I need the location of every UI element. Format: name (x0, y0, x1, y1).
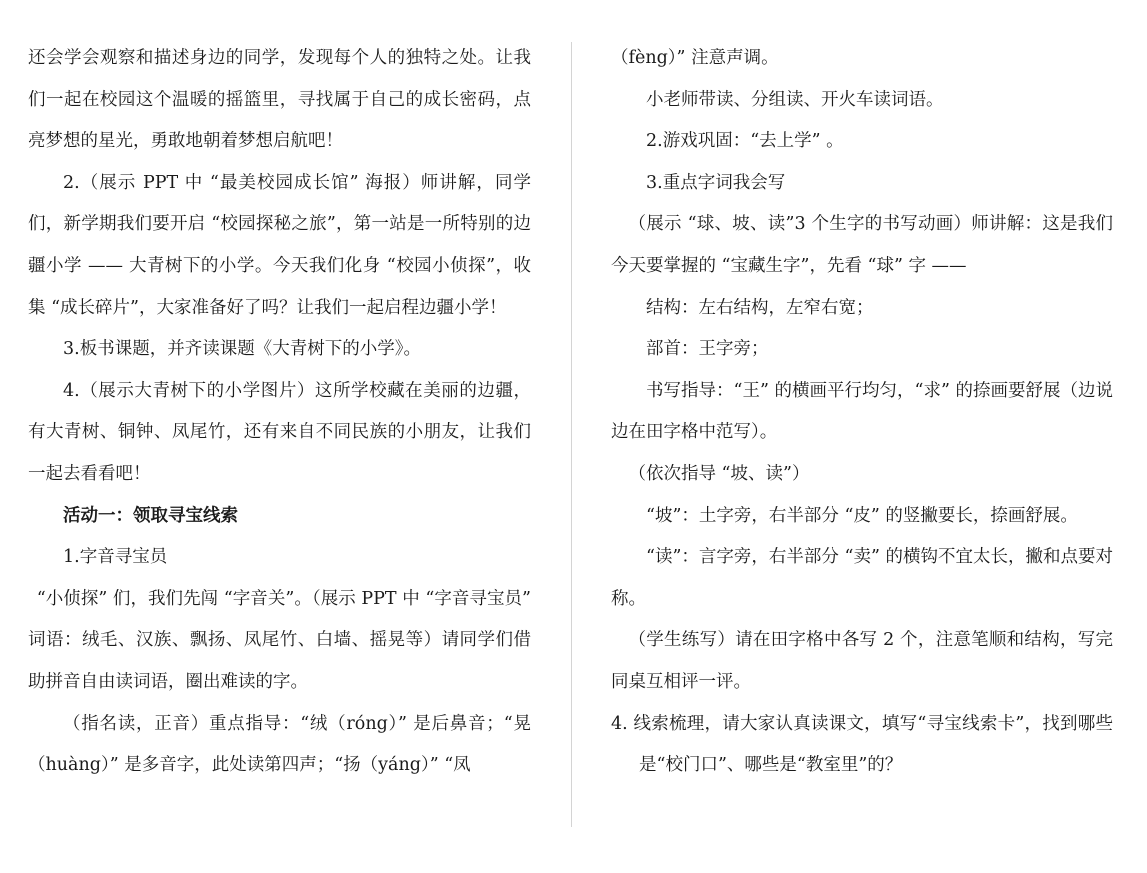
paragraph: 结构：左右结构，左窄右宽； (646, 297, 874, 318)
section-heading: 活动一：领取寻宝线索 (63, 505, 238, 526)
right-column (611, 38, 1113, 787)
paragraph: 部首：王字旁； (646, 339, 769, 360)
paragraph: 2.游戏巩固：“去上学” 。 (646, 131, 844, 152)
paragraph: 4.（展示大青树下的小学图片）这所学校藏在美丽的边疆，有大青树、铜钟、凤尾竹，还有来自不同民族的小朋友，让我们一起去看看吧！ (28, 380, 531, 484)
paragraph: 书写指导：“王” 的横画平行均匀，“求” 的捺画要舒展（边说边在田字格中范写）。 (611, 380, 1113, 443)
paragraph: （展示 “球、坡、读”3 个生字的书写动画）师讲解：这是我们今天要掌握的 “宝藏生字”，先看 “球” 字 —— (611, 214, 1113, 276)
paragraph: 还会学会观察和描述身边的同学，发现每个人的独特之处。让我们一起在校园这个温暖的摇篮里，寻找属于自己的成长密码，点亮梦想的星光，勇敢地朝着梦想启航吧！ (28, 48, 531, 152)
paragraph: 3.板书课题，并齐读课题《大青树下的小学》。 (63, 339, 421, 360)
paragraph: “读”：言字旁，右半部分 “卖” 的横钩不宜太长，撇和点要对称。 (611, 547, 1113, 609)
paragraph: 小老师带读、分组读、开火车读词语。 (646, 89, 944, 110)
paragraph: 4. 线索梳理，请大家认真读课文，填写“寻宝线索卡”，找到哪些是“校门口”、哪些是“教室里”的？ (611, 713, 1113, 776)
paragraph: （fèng）” 注意声调。 (611, 48, 779, 68)
paragraph: 2.（展示 PPT 中 “最美校园成长馆” 海报）师讲解，同学们，新学期我们要开启 “校园探秘之旅”，第一站是一所特别的边疆小学 —— 大青树下的小学。今天我们化身 “校园小侦探”，收集 “成长碎片”，大家准备好了吗？让我们一起启程边疆小学！ (28, 172, 531, 318)
paragraph: 1.字音寻宝员 (63, 547, 168, 568)
left-column (28, 38, 531, 787)
paragraph: “坡”：土字旁，右半部分 “皮” 的竖撇要长，捺画舒展。 (646, 505, 1078, 526)
column-divider (571, 42, 572, 827)
paragraph: （指名读，正音）重点指导：“绒（róng）” 是后鼻音；“晃（huàng）” 是多音字，此处读第四声；“扬（yáng）” “凤 (28, 713, 531, 776)
paragraph: 3.重点字词我会写 (646, 172, 786, 193)
paragraph: “小侦探” 们，我们先闯 “字音关”。（展示 PPT 中 “字音寻宝员” 词语：绒毛、汉族、飘扬、凤尾竹、白墙、摇晃等）请同学们借助拼音自由读词语，圈出难读的字。 (28, 588, 531, 692)
paragraph: （学生练写）请在田字格中各写 2 个，注意笔顺和结构，写完同桌互相评一评。 (611, 630, 1113, 692)
paragraph: （依次指导 “坡、读”） (628, 463, 810, 484)
